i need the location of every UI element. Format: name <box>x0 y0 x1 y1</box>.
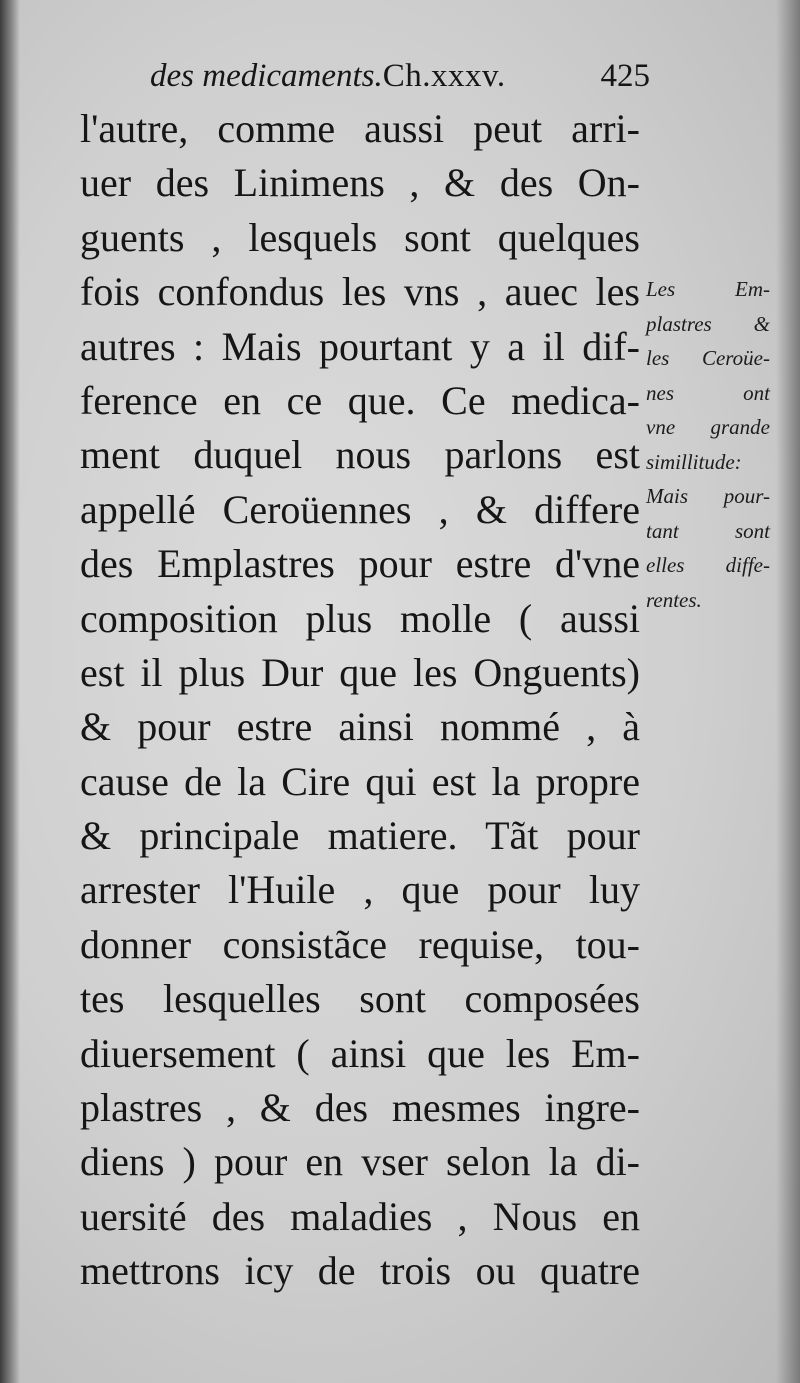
margin-note-line: simillitude: <box>646 449 742 474</box>
running-title: des medicaments. <box>150 58 383 94</box>
text-line: tes lesquelles sont composées <box>80 976 640 1022</box>
text-line: diuersement ( ainsi que les Em- <box>80 1030 640 1076</box>
page-edge-shadow <box>776 0 800 1383</box>
text-line: & principale matiere. Tãt pour <box>80 813 640 859</box>
text-line: appellé Ceroüennes , & differe <box>80 486 640 532</box>
margin-note-line: plastres & <box>646 311 770 336</box>
margin-note-line: elles diffe- <box>646 553 770 577</box>
text-line: ment duquel nous parlons est <box>80 432 640 478</box>
text-line: ference en ce que. Ce medica- <box>80 377 640 423</box>
text-line: diens ) pour en vser selon la di- <box>80 1139 640 1185</box>
text-line: composition plus molle ( aussi <box>80 595 640 641</box>
margin-note-line: tant sont <box>646 518 770 543</box>
text-line: & pour estre ainsi nommé , à <box>80 704 640 750</box>
margin-note-line: Les Em- <box>646 277 770 301</box>
margin-note-line: Mais pour- <box>646 484 770 508</box>
marginal-note <box>646 272 770 617</box>
text-line: guents , lesquels sont quelques <box>80 214 640 260</box>
text-line: donner consistãce requise, tou- <box>80 921 640 967</box>
margin-note-line: les Ceroüe- <box>646 346 770 370</box>
page-gutter-shadow <box>0 0 20 1383</box>
chapter-number: Ch.xxxv. <box>382 58 506 94</box>
text-line: des Emplastres pour estre d'vne <box>80 541 640 587</box>
text-line: cause de la Cire qui est la propre <box>80 758 640 804</box>
main-text-block <box>80 102 640 1299</box>
margin-note-line: nes ont <box>646 380 770 405</box>
page-number: 425 <box>600 58 650 94</box>
running-header <box>150 58 650 106</box>
text-line: arrester l'Huile , que pour luy <box>80 867 640 913</box>
margin-note-line: rentes. <box>646 587 702 612</box>
text-line: plastres , & des mesmes ingre- <box>80 1085 640 1131</box>
text-line: uer des Linimens , & des On- <box>80 160 640 206</box>
text-line: fois confondus les vns , auec les <box>80 269 640 315</box>
text-line: mettrons icy de trois ou quatre <box>80 1248 640 1294</box>
text-line: est il plus Dur que les Onguents) <box>80 649 640 695</box>
text-line: autres : Mais pourtant y a il dif- <box>80 323 640 369</box>
margin-note-line: vne grande <box>646 415 770 439</box>
text-line: l'autre, comme aussi peut arri- <box>80 106 640 151</box>
text-line: uersité des maladies , Nous en <box>80 1193 640 1239</box>
